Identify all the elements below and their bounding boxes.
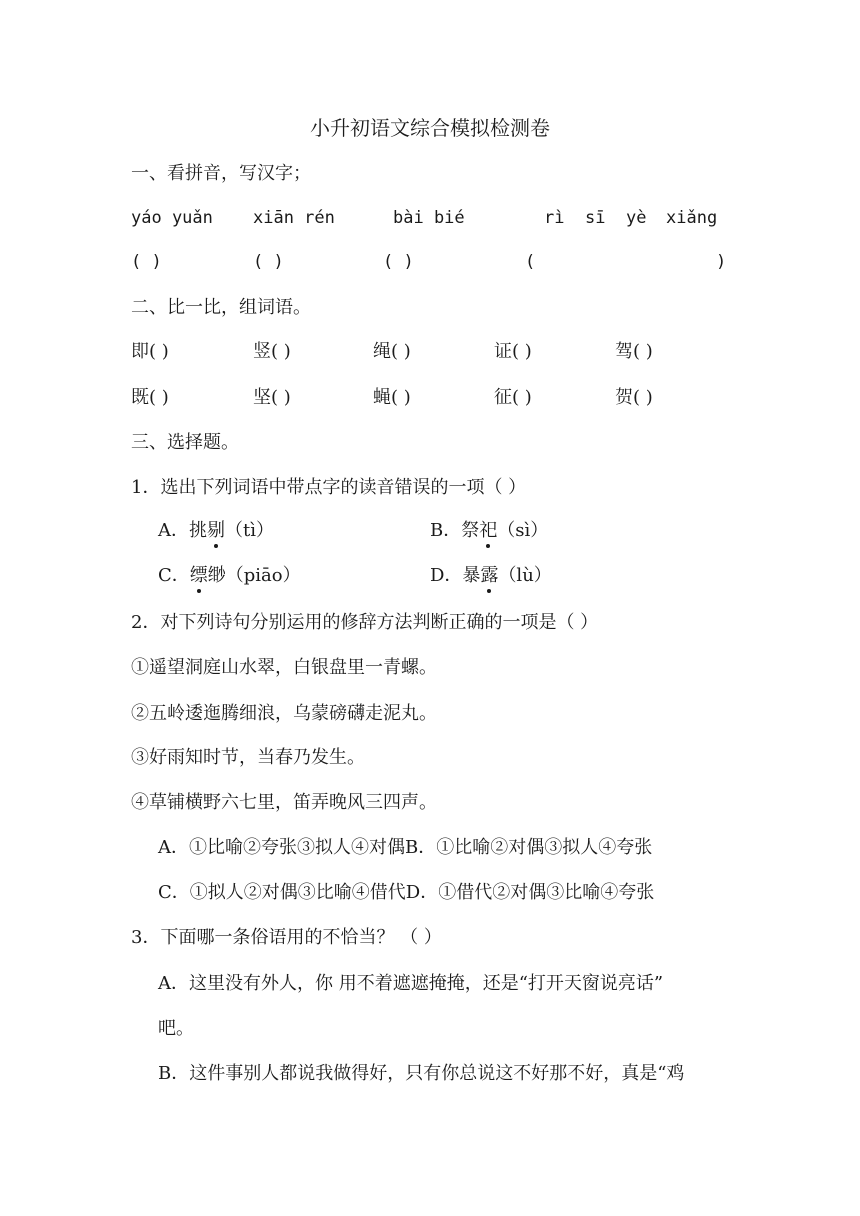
compare-item-1a: 即( ) [131,341,169,362]
answer-blank-1: ( ) [131,252,162,272]
q1-option-b-dotted-char: 祀 [479,520,498,541]
section-1-heading: 一、看拼音，写汉字； [131,163,311,184]
question-3-stem: 3．下面哪一条俗语用的不恰当？ （ ） [131,927,442,948]
answer-blank-2: ( ) [253,252,284,272]
q1-option-c-prefix: C． [158,565,190,586]
q1-option-c-reading: 缈（piāo） [207,565,301,586]
compare-item-5a: 驾( ) [615,341,653,362]
q3-option-b-line1: B．这件事别人都说我做得好，只有你总说这不好那不好，真是“鸡 [158,1063,685,1084]
q1-option-b-prefix: B．祭 [430,520,480,541]
pinyin-2: xiān rén [253,208,335,228]
q1-option-d-prefix: D．暴 [430,565,481,586]
answer-blank-4-close: ) [716,252,727,272]
q1-option-a-dotted-char: 剔 [207,520,225,541]
answer-blank-4-open: ( [525,252,536,272]
compare-item-2b: 坚( ) [253,387,291,408]
pinyin-1: yáo yuǎn [131,208,213,228]
q1-option-a [158,519,274,543]
compare-item-4b: 征( ) [494,387,532,408]
compare-item-1b: 既( ) [131,387,169,408]
page-title: 小升初语文综合模拟检测卷 [310,116,550,140]
poem-line-3: ③好雨知时节，当春乃发生。 [131,747,365,768]
q1-option-a-reading: （tì） [225,520,274,541]
q1-option-a-prefix: A．挑 [158,520,207,541]
q1-option-c-dotted-char: 缥 [189,565,208,586]
section-2-heading: 二、比一比，组词语。 [131,297,311,318]
question-1-stem: 1．选出下列词语中带点字的读音错误的一项（ ） [131,477,527,498]
compare-item-5b: 贺( ) [615,387,653,408]
pinyin-4a: rì [544,208,565,228]
compare-item-4a: 证( ) [494,341,532,362]
compare-item-3a: 绳( ) [373,341,411,362]
q1-option-d-dotted-char: 露 [480,565,499,586]
answer-blank-3: ( ) [383,252,414,272]
q3-option-a-line1: A．这里没有外人，你 用不着遮遮掩掩，还是“打开天窗说亮话” [158,973,664,994]
poem-line-1: ①遥望洞庭山水翠，白银盘里一青螺。 [131,657,437,678]
pinyin-4d: xiǎng [666,208,718,228]
section-3-heading: 三、选择题。 [131,432,239,453]
q3-option-a-line2: 吧。 [158,1018,194,1039]
q2-options-cd: C．①拟人②对偶③比喻④借代D．①借代②对偶③比喻④夸张 [158,882,655,903]
q1-option-c [158,564,301,588]
pinyin-3: bài bié [393,208,465,228]
compare-item-2a: 竖( ) [253,341,291,362]
poem-line-2: ②五岭逶迤腾细浪，乌蒙磅礴走泥丸。 [131,703,437,724]
pinyin-4b: sī [585,208,606,228]
q1-option-b-reading: （sì） [497,520,549,541]
pinyin-4c: yè [626,208,647,228]
q1-option-b [430,519,548,543]
q1-option-d [430,564,552,588]
q2-options-ab: A．①比喻②夸张③拟人④对偶B．①比喻②对偶③拟人④夸张 [158,837,653,858]
compare-item-3b: 蝇( ) [373,387,411,408]
q1-option-d-reading: （lù） [498,565,552,586]
question-2-stem: 2．对下列诗句分别运用的修辞方法判断正确的一项是（ ） [131,612,599,633]
poem-line-4: ④草铺横野六七里，笛弄晚风三四声。 [131,792,437,813]
